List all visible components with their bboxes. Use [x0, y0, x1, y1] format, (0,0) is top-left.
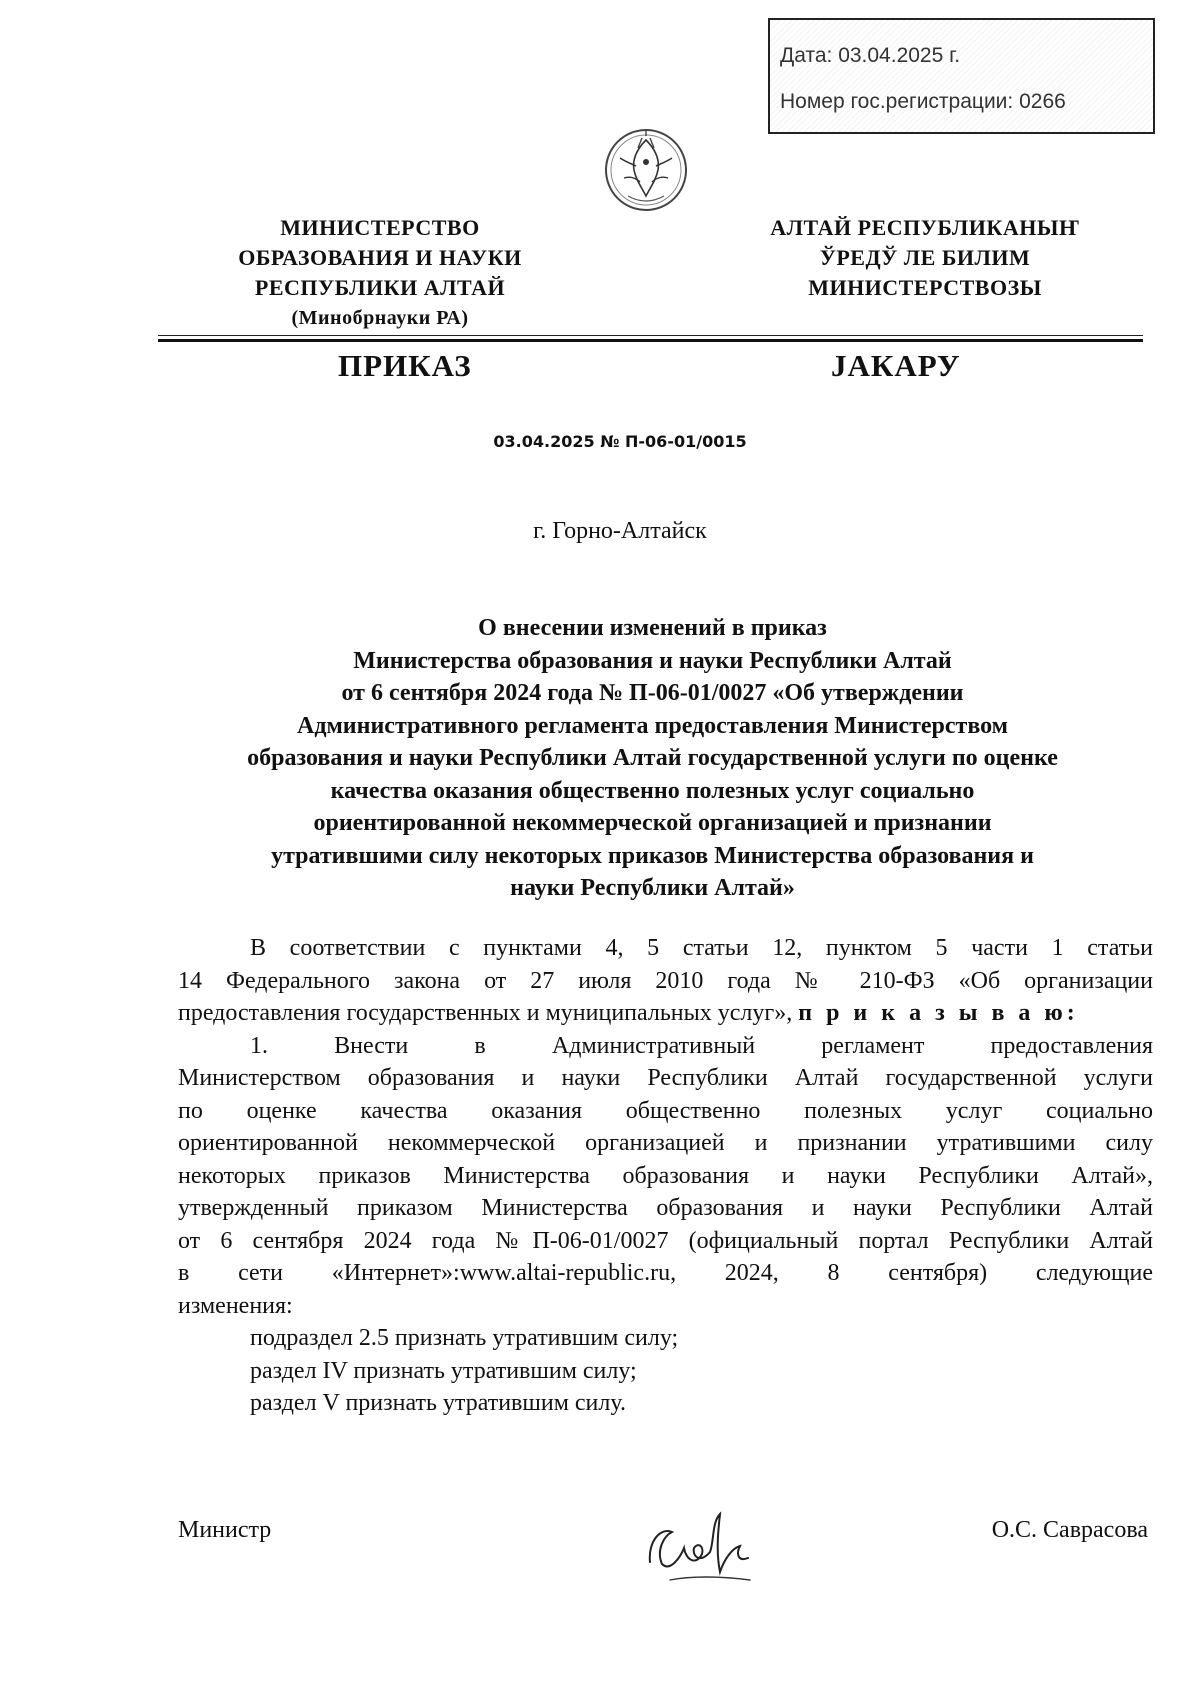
- ministry-name-altai: АЛТАЙ РЕСПУБЛИКАНЫҤ ЎРЕДЎ ЛЕ БИЛИМ МИНИСТЕРСТВОЗЫ: [770, 215, 1080, 300]
- item1-line: изменения:: [178, 1292, 293, 1319]
- item1-line: некоторых приказов Министерства образования и науки Республики Алтай»,: [178, 1162, 1153, 1189]
- item1-line: в сети «Интернет»:www.altai-republic.ru, 2024, 8 сентября) следующие: [178, 1260, 1153, 1286]
- order-word: п р и к а з ы в а ю:: [798, 1000, 1079, 1026]
- title-line: от 6 сентября 2024 года № П-06-01/0027 «Об утверждении: [341, 680, 964, 706]
- item1-line: ориентированной некоммерческой организацией и признании утратившими силу: [178, 1130, 1153, 1156]
- title-line: образования и науки Республики Алтай государственной услуги по оценке: [247, 745, 1058, 771]
- item1-line: утвержденный приказом Министерства образования и науки Республики Алтай: [178, 1195, 1153, 1221]
- title-line: качества оказания общественно полезных услуг социально: [330, 777, 975, 804]
- registration-number: Номер гос.регистрации: 0266: [780, 90, 1066, 113]
- registration-date: Дата: 03.04.2025 г.: [780, 44, 961, 67]
- title-line: О внесении изменений в приказ: [478, 615, 827, 641]
- signatory-role: Министр: [178, 1517, 272, 1543]
- change-item: подраздел 2.5 признать утратившим силу;: [250, 1325, 679, 1351]
- handwritten-signature: [640, 1502, 770, 1592]
- change-item: раздел V признать утратившим силу.: [250, 1390, 626, 1416]
- order-number: 03.04.2025 № П-06-01/0015: [493, 432, 747, 451]
- title-line: ориентированной некоммерческой организацией и признании: [313, 810, 992, 836]
- document-body: [178, 932, 1153, 1420]
- change-item: раздел IV признать утратившим силу;: [250, 1357, 637, 1384]
- altai-emblem-icon: [598, 118, 694, 218]
- item1-line: Министерством образования и науки Республики Алтай государственной услуги: [178, 1065, 1153, 1091]
- item1-line: 1. Внести в Административный регламент предоставления: [250, 1032, 1153, 1059]
- city: г. Горно-Алтайск: [533, 518, 707, 544]
- item1-line: по оценке качества оказания общественно полезных услуг социально: [178, 1097, 1153, 1124]
- ministry-name-ru: МИНИСТЕРСТВО ОБРАЗОВАНИЯ И НАУКИ РЕСПУБЛИКИ АЛТАЙ (Минобрнауки РА): [238, 215, 522, 329]
- registration-stamp: [768, 18, 1155, 134]
- header-divider-thick: [158, 339, 1143, 342]
- signatory-name: О.С. Саврасова: [991, 1517, 1148, 1543]
- doc-kind-ru: ПРИКАЗ: [338, 348, 472, 383]
- preamble-line: 14 Федерального закона от 27 июля 2010 года № 210-ФЗ «Об организации: [178, 967, 1153, 994]
- header-divider-thin: [158, 335, 1143, 336]
- preamble-line: В соответствии с пунктами 4, 5 статьи 12, пунктом 5 части 1 статьи: [250, 935, 1153, 961]
- preamble-line: предоставления государственных и муниципальных услуг», п р и к а з ы в а ю:: [178, 1000, 1079, 1026]
- document-title: [160, 612, 1145, 905]
- item1-line: от 6 сентября 2024 года №П-06-01/0027 (официальный портал Республики Алтай: [178, 1227, 1153, 1254]
- title-line: утратившими силу некоторых приказов Министерства образования и: [271, 842, 1034, 869]
- title-line: науки Республики Алтай»: [510, 875, 795, 901]
- title-line: Административного регламента предоставления Министерством: [296, 712, 1009, 739]
- title-line: Министерства образования и науки Республики Алтай: [353, 647, 952, 674]
- doc-kind-altai: JАКАРУ: [831, 348, 961, 383]
